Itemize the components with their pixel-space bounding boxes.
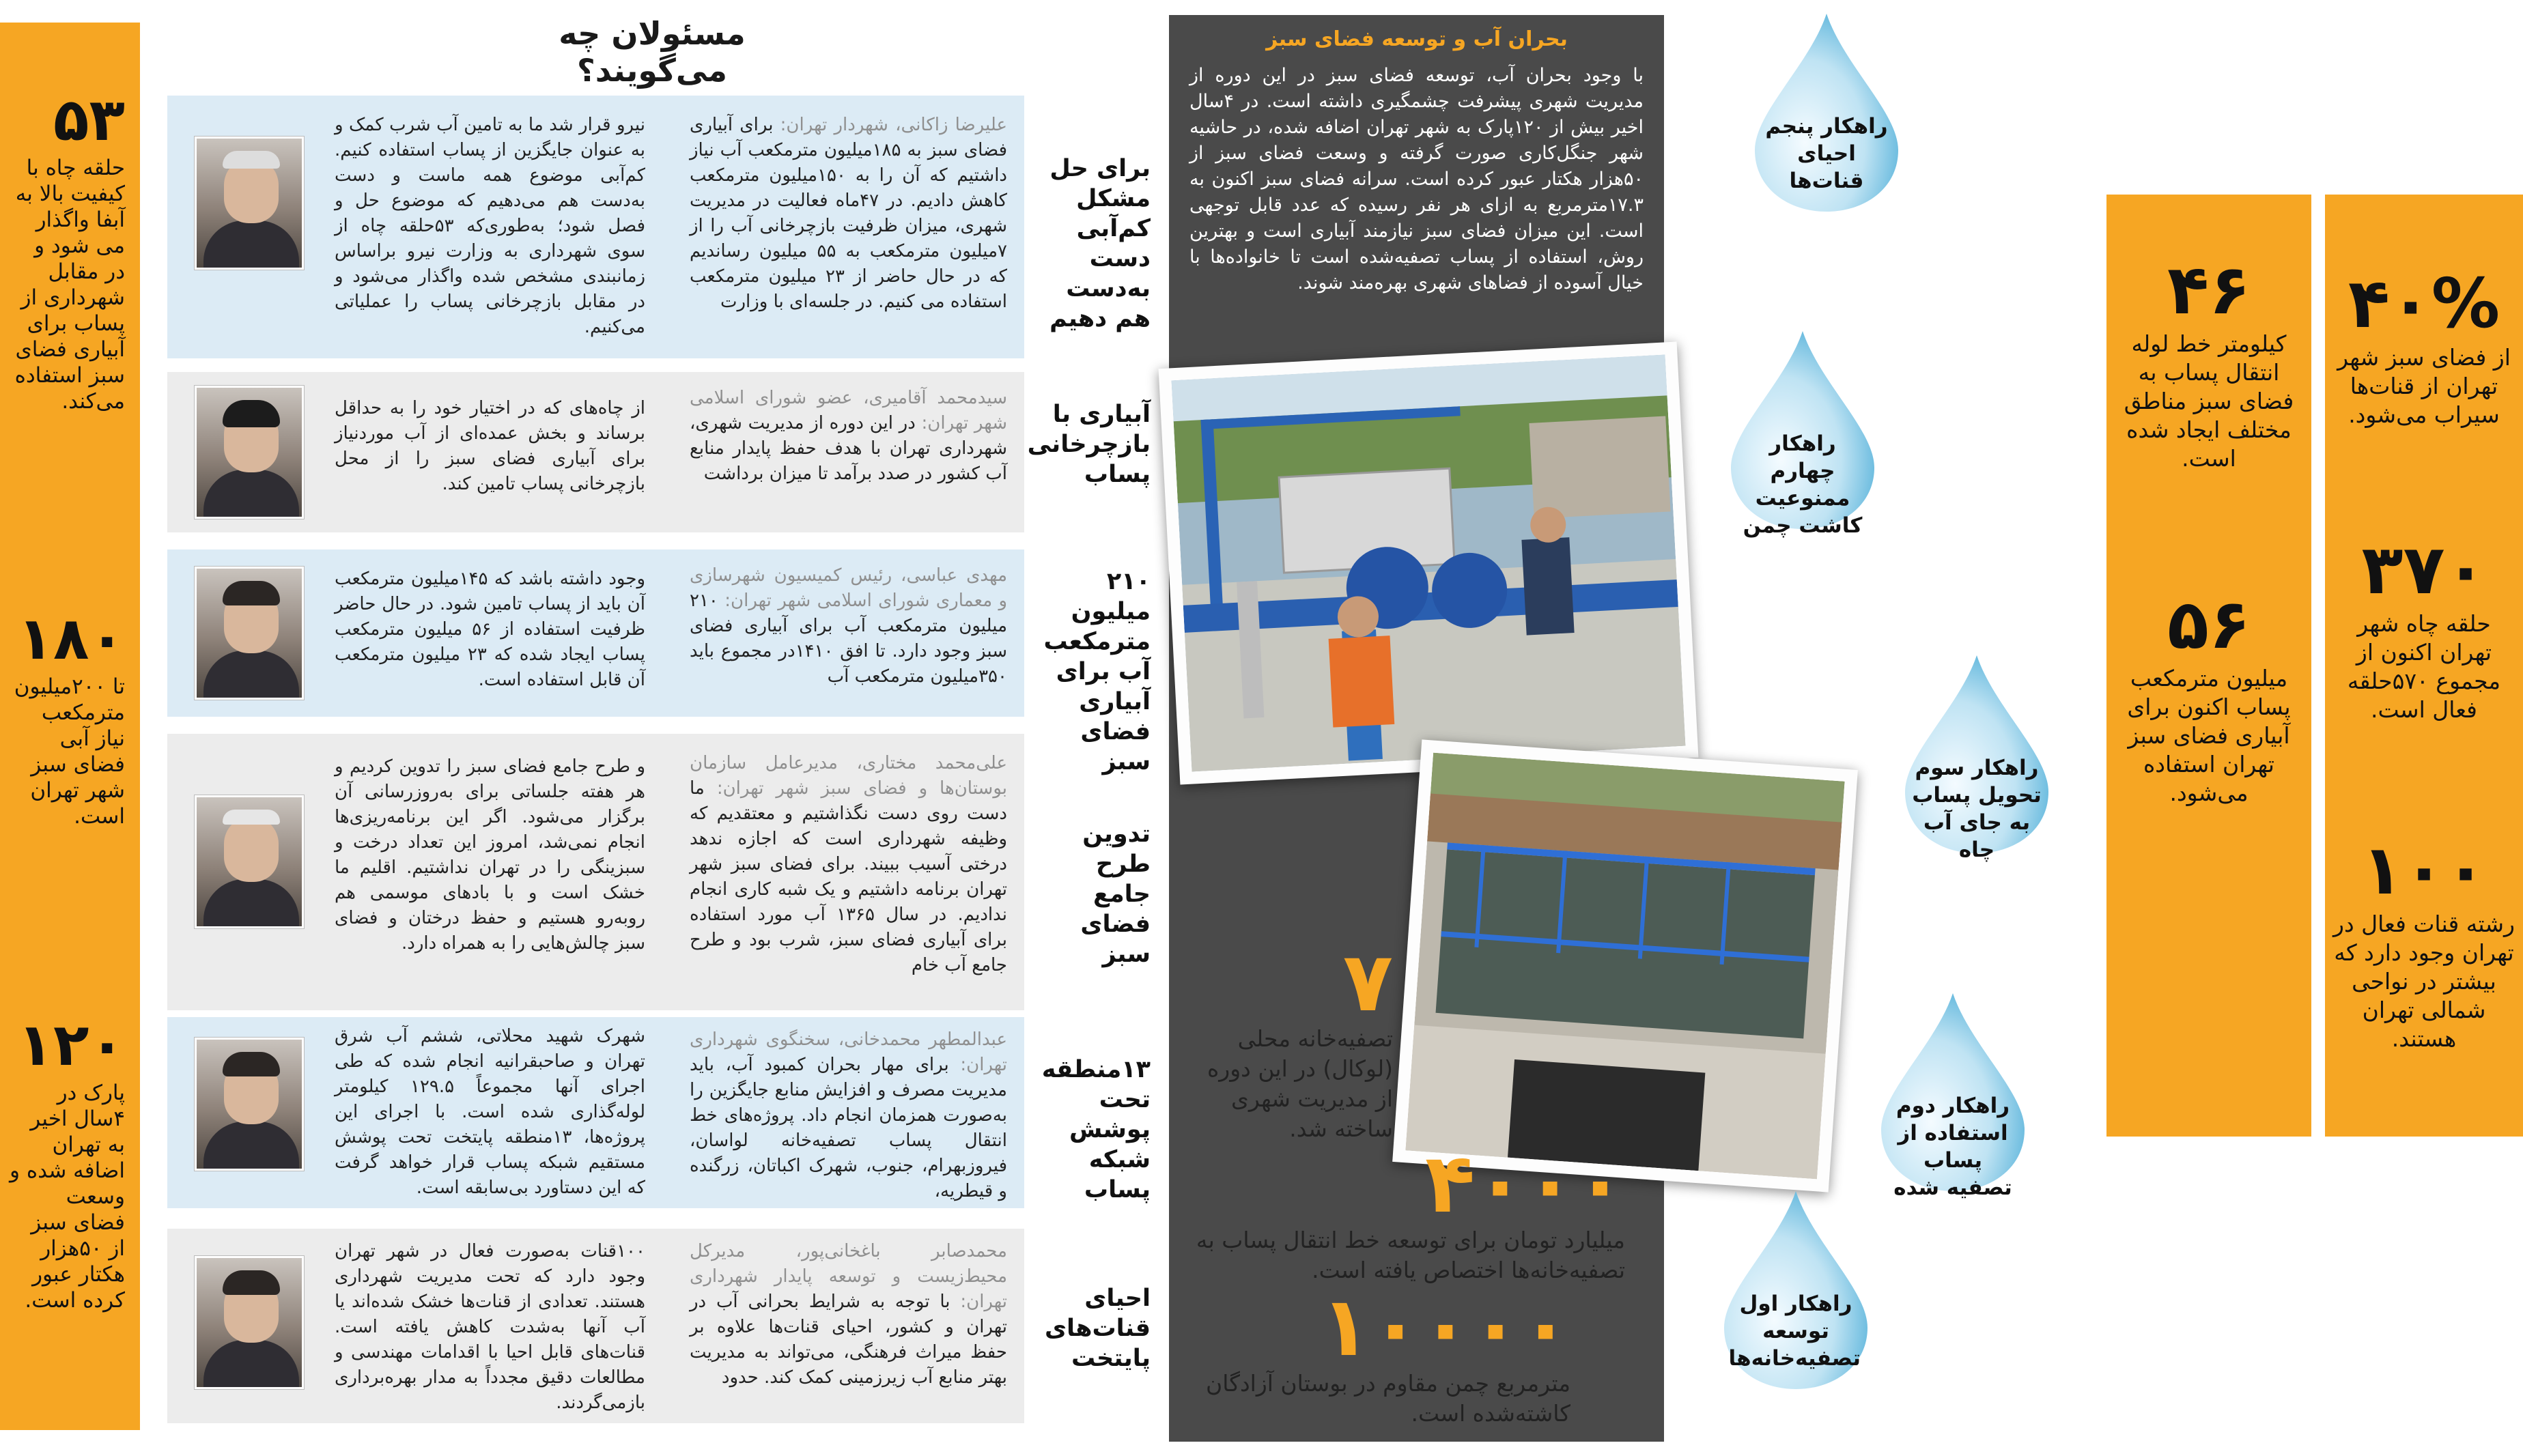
topic-heading: برای حل مشکل کم‌آبی دست به‌دست هم دهیم bbox=[1049, 155, 1151, 332]
quote-column-2: وجود داشته باشد که ۱۴۵میلیون مترمکعب آن باید از پساب تامین شود. در حال حاضر ظرفیت استفاده از ۵۶ میلیون مترمکعب پساب ایجاد شده که ۲۳ میلیون مترمکعب آن قابل استفاده است. bbox=[335, 569, 645, 690]
official-name: علی‌محمد مختاری، مدیرعامل سازمان بوستان‌ها و فضای سبز شهر تهران: bbox=[690, 753, 1008, 799]
official-photo bbox=[195, 1038, 304, 1171]
drop-solution-2 bbox=[1874, 990, 2031, 1200]
quote-text: با توجه به شرایط بحرانی آب در تهران و کشور، احیای قنات‌ها علاوه بر حفظ میراث فرهنگی، می‌تواند به مدیریت بهتر منابع آب زیرزمینی کمک کند. حدود bbox=[690, 1291, 1007, 1388]
official-photo bbox=[195, 386, 304, 519]
stat-active-qanats bbox=[2332, 830, 2516, 1053]
quote-column-2: شهرک شهید محلاتی، ششم آب شرق تهران و صاحبقرانیه انجام شده که طی اجرای آنها مجموعاً ۱۲۹.۵ کیلومتر لوله‌گذاری شده است. با اجرای این پروژه‌ها، ۱۳منطقه پایتخت تحت پوشش مستقیم شبکه پساب قرار خواهد گرفت که این دستاورد بی‌سابقه است. bbox=[335, 1026, 646, 1198]
stat-value: ۵۶ bbox=[2167, 584, 2251, 664]
quote-column-1 bbox=[690, 1027, 1007, 1204]
drop-solution-1 bbox=[1717, 1188, 1874, 1393]
drop-solution-3 bbox=[1898, 652, 2055, 862]
official-photo bbox=[195, 137, 304, 270]
stat-text: تصفیه‌خانه محلی (لوکال) در این دوره از مدیریت شهری ساخته شد. bbox=[1207, 1025, 1393, 1142]
stat-value: ۴۰% bbox=[2348, 263, 2500, 343]
stat-pipeline bbox=[2120, 250, 2298, 473]
left-stats-column bbox=[0, 23, 140, 1430]
quote-column-1 bbox=[690, 751, 1007, 978]
left-stat-text: تا ۲۰۰میلیون مترمکعب نیاز آبی فضای سبز شهر تهران است. bbox=[14, 674, 125, 829]
quote-column-1 bbox=[690, 113, 1007, 315]
official-name: مهدی عباسی، رئیس کمیسیون شهرسازی و معماری شورای اسلامی شهر تهران: bbox=[690, 565, 1008, 611]
quote-text: برای مهار بحران کمبود آب، باید مدیریت مصرف و افزایش منابع جایگزین را به‌صورت همزمان انجام داد. پروژه‌های خط انتقال پساب تصفیه‌خانه لواسان، فیروزبهرام، جنوب، شهرک اکباتان، زرگنده و قیطریه، bbox=[690, 1055, 1007, 1201]
right-stats-column-b bbox=[2325, 195, 2523, 1137]
left-stat-text: پارک در ۴سال اخیر به تهران اضافه شده و وسعت فضای سبز از ۵۰هزار هکتار عبور کرده است. bbox=[10, 1081, 125, 1313]
quote-column-1 bbox=[690, 386, 1007, 487]
photo-treatment-tank bbox=[1392, 739, 1858, 1192]
left-stat-value: ۱۸۰ bbox=[17, 605, 125, 673]
official-name: علیرضا زاکانی، شهردار تهران: bbox=[780, 115, 1007, 135]
quote-column-2: ۱۰۰قنات به‌صورت فعال در شهر تهران وجود دارد که تحت مدیریت شهرداری هستند. تعدادی از قنات‌ها خشک شده‌اند یا آب آنها به‌شدت کاهش یافته است. قنات‌های قابل احیا با اقدامات مهندسی و مطالعات دقیق مجدداً به مدار بهره‌برداری بازمی‌گردند. bbox=[335, 1241, 645, 1413]
topic-heading: آبیاری با بازچرخانی پساب bbox=[1027, 401, 1151, 488]
stat-grass bbox=[1188, 1280, 1570, 1429]
stat-qanat-share bbox=[2332, 263, 2516, 429]
stat-text: کیلومتر خط لوله انتقال پساب به فضای سبز مناطق مختلف ایجاد شده است. bbox=[2124, 330, 2294, 472]
photo-water-pipes bbox=[1159, 342, 1699, 785]
quote-column-2: و طرح جامع فضای سبز را تدوین کردیم و هر هفته جلساتی برای به‌روزرسانی آن برگزار می‌شود. اگر این برنامه‌ریزی‌ها انجام نمی‌شد، امروز این تعداد درخت و سبزینگی را در تهران نداشتیم. اقلیم ما خشک است و با بادهای موسمی هم روبه‌رو هستیم و حفظ درختان و فضای سبز چالش‌هایی را به همراه دارد. bbox=[335, 756, 645, 954]
stat-text: از فضای سبز شهر تهران از قنات‌ها سیراب می‌شود. bbox=[2337, 344, 2511, 428]
official-name: محمدصابر باغخانی‌پور، مدیرکل محیط‌زیست و توسعه پایدار شهرداری تهران: bbox=[690, 1241, 1008, 1312]
stat-text: میلیارد تومان برای توسعه خط انتقال پساب به تصفیه‌خانه‌ها اختصاص یافته است. bbox=[1196, 1227, 1625, 1283]
quote-column-1 bbox=[690, 563, 1007, 689]
left-stat-value: ۵۳ bbox=[53, 86, 125, 154]
stat-value: ۱۰۰۰۰ bbox=[1320, 1280, 1570, 1375]
left-stat-water-need bbox=[9, 605, 125, 829]
stat-value: ۷ bbox=[1342, 935, 1393, 1030]
right-stats-column-a bbox=[2106, 195, 2311, 1137]
topic-heading: ۲۱۰ میلیون مترمکعب آب برای آبیاری فضای سبز bbox=[1043, 568, 1151, 775]
stat-value: ۳۷۰ bbox=[2361, 530, 2487, 610]
stat-budget bbox=[1188, 1137, 1625, 1285]
stat-text: رشته قنات فعال در تهران وجود دارد که بیشتر در نواحی شمالی تهران هستند. bbox=[2333, 911, 2515, 1052]
officials-title: مسئولان چه می‌گویند؟ bbox=[559, 15, 746, 89]
drop-label: راهکار سوم تحویل پساب به جای آب چاه bbox=[1912, 756, 2042, 862]
left-stat-parks bbox=[9, 1011, 125, 1313]
quote-text: در این دوره از مدیریت شهری، شهرداری تهران با هدف حفظ پایدار منابع آب کشور در صدد برآمد تا میزان برداشت bbox=[690, 413, 1007, 484]
stat-text: حلقه چاه شهر تهران اکنون از مجموع ۵۷۰حلقه فعال است. bbox=[2347, 610, 2501, 723]
stat-value: ۴۶ bbox=[2167, 250, 2251, 330]
official-name: عبدالمطهر محمدخانی، سخنگوی شهرداری تهران: bbox=[690, 1029, 1008, 1075]
tank-image bbox=[1405, 753, 1844, 1180]
quote-text: ما دست روی دست نگذاشتیم و معتقدیم که وظیفه شهرداری است که اجازه ندهد درختی آسیب ببیند. برای فضای سبز شهر تهران برنامه داشتیم و یک شبه کاری انجام ندادیم. در سال ۱۳۶۵ آب مورد استفاده برای آبیاری فضای سبز، شرب بود و طرح جامع آب خام bbox=[690, 778, 1007, 975]
quote-column-2: نیرو قرار شد ما به تامین آب شرب کمک و به عنوان جایگزین از پساب استفاده کنیم. کم‌آبی موضوع همه ماست و دست به‌دست هم می‌دهیم که موضوع حل و فصل شود؛ به‌طوری‌که ۵۳حلقه چاه از سوی شهرداری به وزارت نیرو براساس زمانبندی مشخص شده واگذار می‌شود و در مقابل بازچرخانی پساب را عملیاتی می‌کنیم. bbox=[335, 115, 645, 337]
official-photo bbox=[195, 1256, 304, 1389]
stat-text: مترمربع چمن مقاوم در بوستان آزادگان کاشته‌شده است. bbox=[1205, 1370, 1570, 1427]
quote-column-1 bbox=[690, 1239, 1007, 1390]
drop-solution-4 bbox=[1724, 328, 1881, 538]
stat-value: ۱۰۰ bbox=[2361, 830, 2487, 910]
stat-active-wells bbox=[2332, 530, 2516, 724]
drop-label: راهکار چهارم ممنوعیت کاشت چمن bbox=[1743, 431, 1863, 538]
stat-local-plants bbox=[1188, 935, 1393, 1144]
official-photo bbox=[195, 795, 304, 928]
quote-column-2: از چاه‌های که در اختیار خود را به حداقل برساند و بخش عمده‌ای از آب موردنیاز برای آبیاری فضای سبز را از محل بازچرخانی پساب تامین کند. bbox=[335, 398, 645, 494]
drop-label: راهکار دوم استفاده از پساب تصفیه شده bbox=[1893, 1094, 2012, 1200]
drop-solution-5 bbox=[1748, 10, 1905, 215]
left-stat-text: حلقه چاه با کیفیت بالا به آبفا واگذار می شود و در مقابل شهرداری از پساب برای آبیاری فضای سبز استفاده می‌کند. bbox=[14, 156, 125, 414]
stat-value: ۴۰۰۰ bbox=[1425, 1137, 1625, 1231]
topic-heading: ۱۳منطقه تحت پوشش شبکه پساب bbox=[1041, 1056, 1151, 1203]
stat-effluent bbox=[2120, 584, 2298, 808]
topic-heading: تدوین طرح جامع فضای سبز bbox=[1080, 820, 1151, 968]
left-stat-value: ۱۲۰ bbox=[17, 1011, 125, 1079]
drop-label: راهکار اول توسعه تصفیه‌خانه‌ها bbox=[1728, 1291, 1861, 1371]
official-photo bbox=[195, 567, 304, 700]
pipes-image bbox=[1171, 354, 1685, 771]
panel-text: با وجود بحران آب، توسعه فضای سبز در این دوره از مدیریت شهری پیشرفت چشمگیری داشته است. در ۴سال اخیر بیش از ۱۲۰پارک به شهر تهران اضافه شده، در حاشیه شهر جنگل‌کاری صورت گرفته و وسعت فضای سبز از ۵۰هزار هکتار عبور کرده است. سرانه فضای سبز اکنون به ۱۷.۳مترمربع به ازای هر نفر رسیده که عدد قابل توجهی است. این میزان فضای سبز نیازمند آبیاری است و بهترین روش، استفاده از پساب تصفیه‌شده است تا خانواده‌ها با خیال آسوده از فضاهای شهری بهره‌مند شوند. bbox=[1189, 65, 1644, 294]
stat-text: میلیون مترمکعب پساب اکنون برای آبیاری فضای سبز تهران استفاده می‌شود. bbox=[2127, 665, 2291, 806]
topic-heading: احیای قنات‌های پایتخت bbox=[1044, 1285, 1151, 1372]
official-name: سیدمحمد آقامیری، عضو شورای اسلامی شهر تهران: bbox=[690, 388, 1007, 433]
quote-text: برای آبیاری فضای سبز به ۱۸۵میلیون مترمکعب آب نیاز داشتیم که آن را به ۱۵۰میلیون مترمکعب کاهش دادیم. در ۴۷ماه فعالیت در مدیریت شهری، میزان ظرفیت بازچرخانی آب را از ۷میلیون مترمکعب به ۵۵ میلیون رساندیم که در حال حاضر از ۲۳ میلیون مترمکعب استفاده می کنیم. در جلسه‌ای با وزارت bbox=[690, 115, 1008, 312]
panel-title: بحران آب و توسعه فضای سبز bbox=[1266, 27, 1568, 51]
drop-label: راهکار پنجم احیای قنات‌ها bbox=[1765, 114, 1888, 193]
quote-text: ۲۱۰ میلیون مترمکعب آب برای آبیاری فضای سبز وجود دارد. تا افق ۱۴۱۰در مجموع باید ۳۵۰میلیون مترمکعب آب bbox=[690, 590, 1007, 687]
left-stat-wells bbox=[9, 86, 125, 414]
